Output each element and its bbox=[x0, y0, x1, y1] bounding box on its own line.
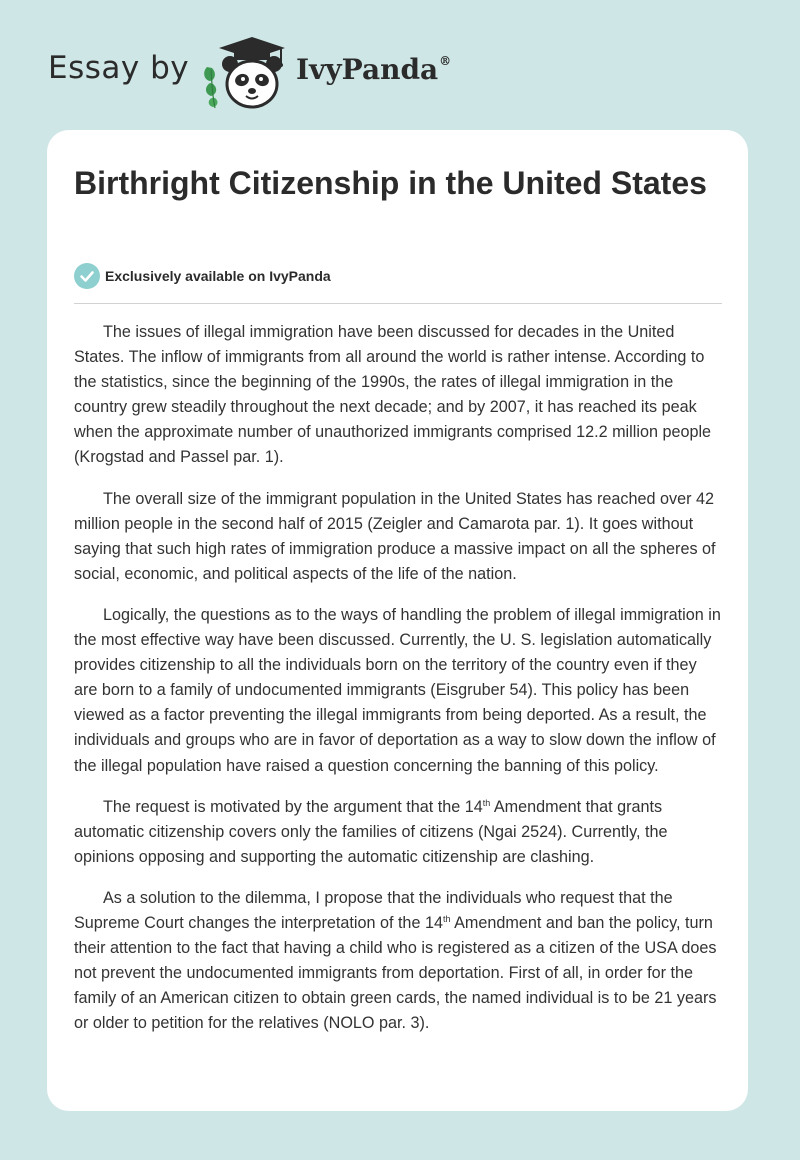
essay-card bbox=[47, 130, 748, 1111]
checkmark-icon bbox=[74, 263, 100, 289]
ordinal-suffix: th bbox=[482, 797, 491, 808]
brand-name[interactable] bbox=[296, 53, 451, 86]
essay-body bbox=[74, 320, 724, 1052]
paragraph-text: The request is motivated by the argument that the 14 bbox=[103, 797, 483, 816]
ivy-leaf-icon bbox=[204, 67, 217, 108]
paragraph-text: Amendment and ban the policy, turn their attention to the fact that having a child who is registered as a citizen of the USA does not prevent the undocumented immigrants from deportation. First of all, in order for the family of an American citizen to obtain green cards, the named individual is to be 21 years or older to petition for the relatives (NOLO par. 3). bbox=[74, 913, 717, 1033]
paragraph-text: As a solution to the dilemma, I propose that the individuals who request that the Supreme Court changes the interpretation of the 14 bbox=[74, 888, 673, 932]
essay-title: Birthright Citizenship in the United States bbox=[74, 165, 707, 201]
exclusive-badge bbox=[74, 263, 331, 289]
paragraph: The overall size of the immigrant population in the United States has reached over 42 million people in the second half of 2015 (Zeigler and Camarota par. 1). It goes without saying that such high rates of immigration produce a massive impact on all the spheres of social, economic, and political aspects of the life of the nation. bbox=[74, 489, 716, 583]
essay-by-label: Essay by bbox=[48, 50, 190, 86]
divider bbox=[74, 303, 722, 304]
paragraph: The issues of illegal immigration have been discussed for decades in the United States. The inflow of immigrants from all around the world is rather intense. According to the statistics, since the beginning of the 1990s, the rates of illegal immigration in the country grew steadily throughout the next decade; and by 2007, it has reached its peak when the approximate number of unauthorized immigrants comprised 12.2 million people (Krogstad and Passel par. 1). bbox=[74, 323, 712, 467]
panda-graduation-cap-icon[interactable] bbox=[200, 34, 292, 110]
exclusive-label: Exclusively available on IvyPanda bbox=[105, 268, 331, 284]
paragraph-text: Amendment that grants automatic citizenship covers only the families of citizens (Ngai 2524). Currently, the opinions opposing and supporting the automatic citizenship are clashing. bbox=[74, 797, 668, 866]
ordinal-suffix: th bbox=[442, 913, 451, 924]
brand-text: IvyPanda bbox=[296, 53, 439, 86]
registered-mark: ® bbox=[439, 54, 452, 68]
paragraph bbox=[74, 886, 724, 1037]
paragraph bbox=[74, 795, 724, 870]
paragraph: Logically, the questions as to the ways of handling the problem of illegal immigration in the most effective way have been discussed. Currently, the U. S. legislation automatically provides citizenship to all the individuals born on the territory of the country even if they are born to a family of undocumented immigrants (Eisgruber 54). This policy has been viewed as a factor preventing the illegal immigrants from being deported. As a result, the individuals and groups who are in favor of deportation as a way to slow down the inflow of the illegal population have raised a question concerning the banning of this policy. bbox=[74, 605, 721, 775]
site-header bbox=[0, 0, 800, 120]
